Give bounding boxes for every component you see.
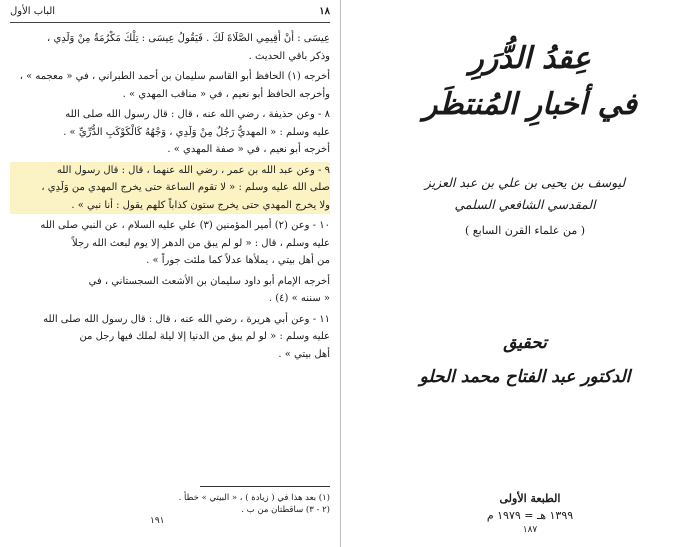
book-title: [420, 36, 640, 128]
header-rule: [10, 22, 330, 23]
text-line: عِيسَى : أَنْ أَقِيمِي الصَّلَاةَ لَكَ . فَيَقُولُ عِيسَى : تِلْكَ مَكْرُمَةٌ مِنْ وَلَدِي ،: [47, 33, 330, 44]
paragraph: [10, 273, 330, 308]
text-line: عليه وسلم : « المهديُّ رَجُلٌ مِنْ وَلَدِي ، وَجْهُهُ كَالْكَوْكَبِ الدُّرِّيِّ » .: [63, 126, 330, 138]
text-line: ١٠ - وعن (٢) أمير المؤمنين (٣) علي عليه السلام ، عن النبي صلى الله: [40, 220, 330, 231]
paragraph: [10, 217, 330, 270]
text-line: من أهل بيتي ، يملأها عدلاً كما ملئت جوراً » .: [146, 255, 330, 266]
footnote-rule: [200, 486, 330, 487]
text-line: أهل بيتي » .: [278, 348, 330, 360]
footnote: (٢ - ٣) ساقطتان من ب .: [241, 505, 330, 515]
paragraph: [10, 106, 330, 159]
text-line: أخرجه الإمام أبو داود سليمان بن الأشعث السجستاني ، في: [88, 275, 330, 287]
paragraph: [10, 68, 330, 103]
text-line: صلى الله عليه وسلم : « لا تقوم الساعة حتى يخرج المهدي من وَلَدِي ،: [41, 182, 330, 193]
text-line: عليه وسلم : « لو لم يبق من الدنيا إلا ليلة لملك فيها رجل من: [79, 331, 330, 342]
text-line: أخرجه أبو نعيم ، في « صفة المهدي » .: [167, 144, 330, 155]
bottom-page-number: ١٩١: [150, 516, 165, 526]
paragraph: [10, 311, 330, 364]
text-line: ٨ - وعن حذيفة ، رضي الله عنه ، قال : قال رسول الله صلى الله: [65, 109, 330, 120]
paragraph: [10, 30, 330, 65]
footnotes: [10, 492, 330, 516]
text-line: « سننه » (٤) .: [268, 293, 330, 304]
text-line: وأخرجه الحافظ أبو نعيم ، في « مناقب المهدي » .: [122, 88, 330, 100]
footnote: (١) بعد هذا في ( زيادة ) ، « البيتي » خطأ .: [178, 493, 330, 503]
text-line: ٩ - وعن عبد الله بن عمر ، رضي الله عنهما ، قال : قال رسول الله: [56, 164, 330, 176]
author-line-1: ليوسف بن يحيى بن علي بن عبد العزيز: [424, 175, 626, 190]
tahqiq-label: تحقيق: [503, 333, 547, 353]
edition-block: [430, 490, 630, 536]
right-page: [340, 0, 680, 547]
running-head: [10, 6, 330, 20]
right-bottom-number: ١٨٧: [522, 525, 538, 535]
edition-label: الطبعة الأولى: [499, 492, 561, 505]
editor-name: الدكتور عبد الفتاح محمد الحلو: [419, 367, 631, 387]
chapter-header: الباب الأول: [10, 6, 56, 17]
author-line-2: المقدسي الشافعي السلمي: [454, 197, 596, 212]
edition-year: ١٣٩٩ هـ = ١٩٧٩ م: [486, 509, 574, 522]
text-line: ولا يخرج المهدي حتى يخرج ستون كذاباً كلهم يقول : أنا نبي » .: [71, 199, 330, 211]
text-line: ١١ - وعن أبي هريرة ، رضي الله عنه ، قال : قال رسول الله صلى الله: [43, 313, 330, 325]
text-line: عليه وسلم ، قال : « لو لم يبق من الدهر إلا يوم لبعث الله رجلاً: [71, 237, 330, 249]
highlighted-paragraph: [10, 162, 330, 215]
editor-block: [380, 326, 670, 394]
body-text: [10, 30, 330, 366]
text-line: وذكر باقي الحديث .: [248, 50, 330, 62]
author-block: [400, 172, 650, 242]
text-line: أخرجه (١) الحافظ أبو القاسم سليمان بن أحمد الطبراني ، في « معجمه » ،: [19, 71, 330, 82]
title-line-2: في أخبارِ المُنتظَر: [423, 87, 637, 122]
author-era: ( من علماء القرن السابع ): [464, 224, 586, 237]
page-number: ١٨: [319, 6, 330, 17]
title-line-1: عِقدُ الدُّرَرِ: [469, 41, 591, 76]
